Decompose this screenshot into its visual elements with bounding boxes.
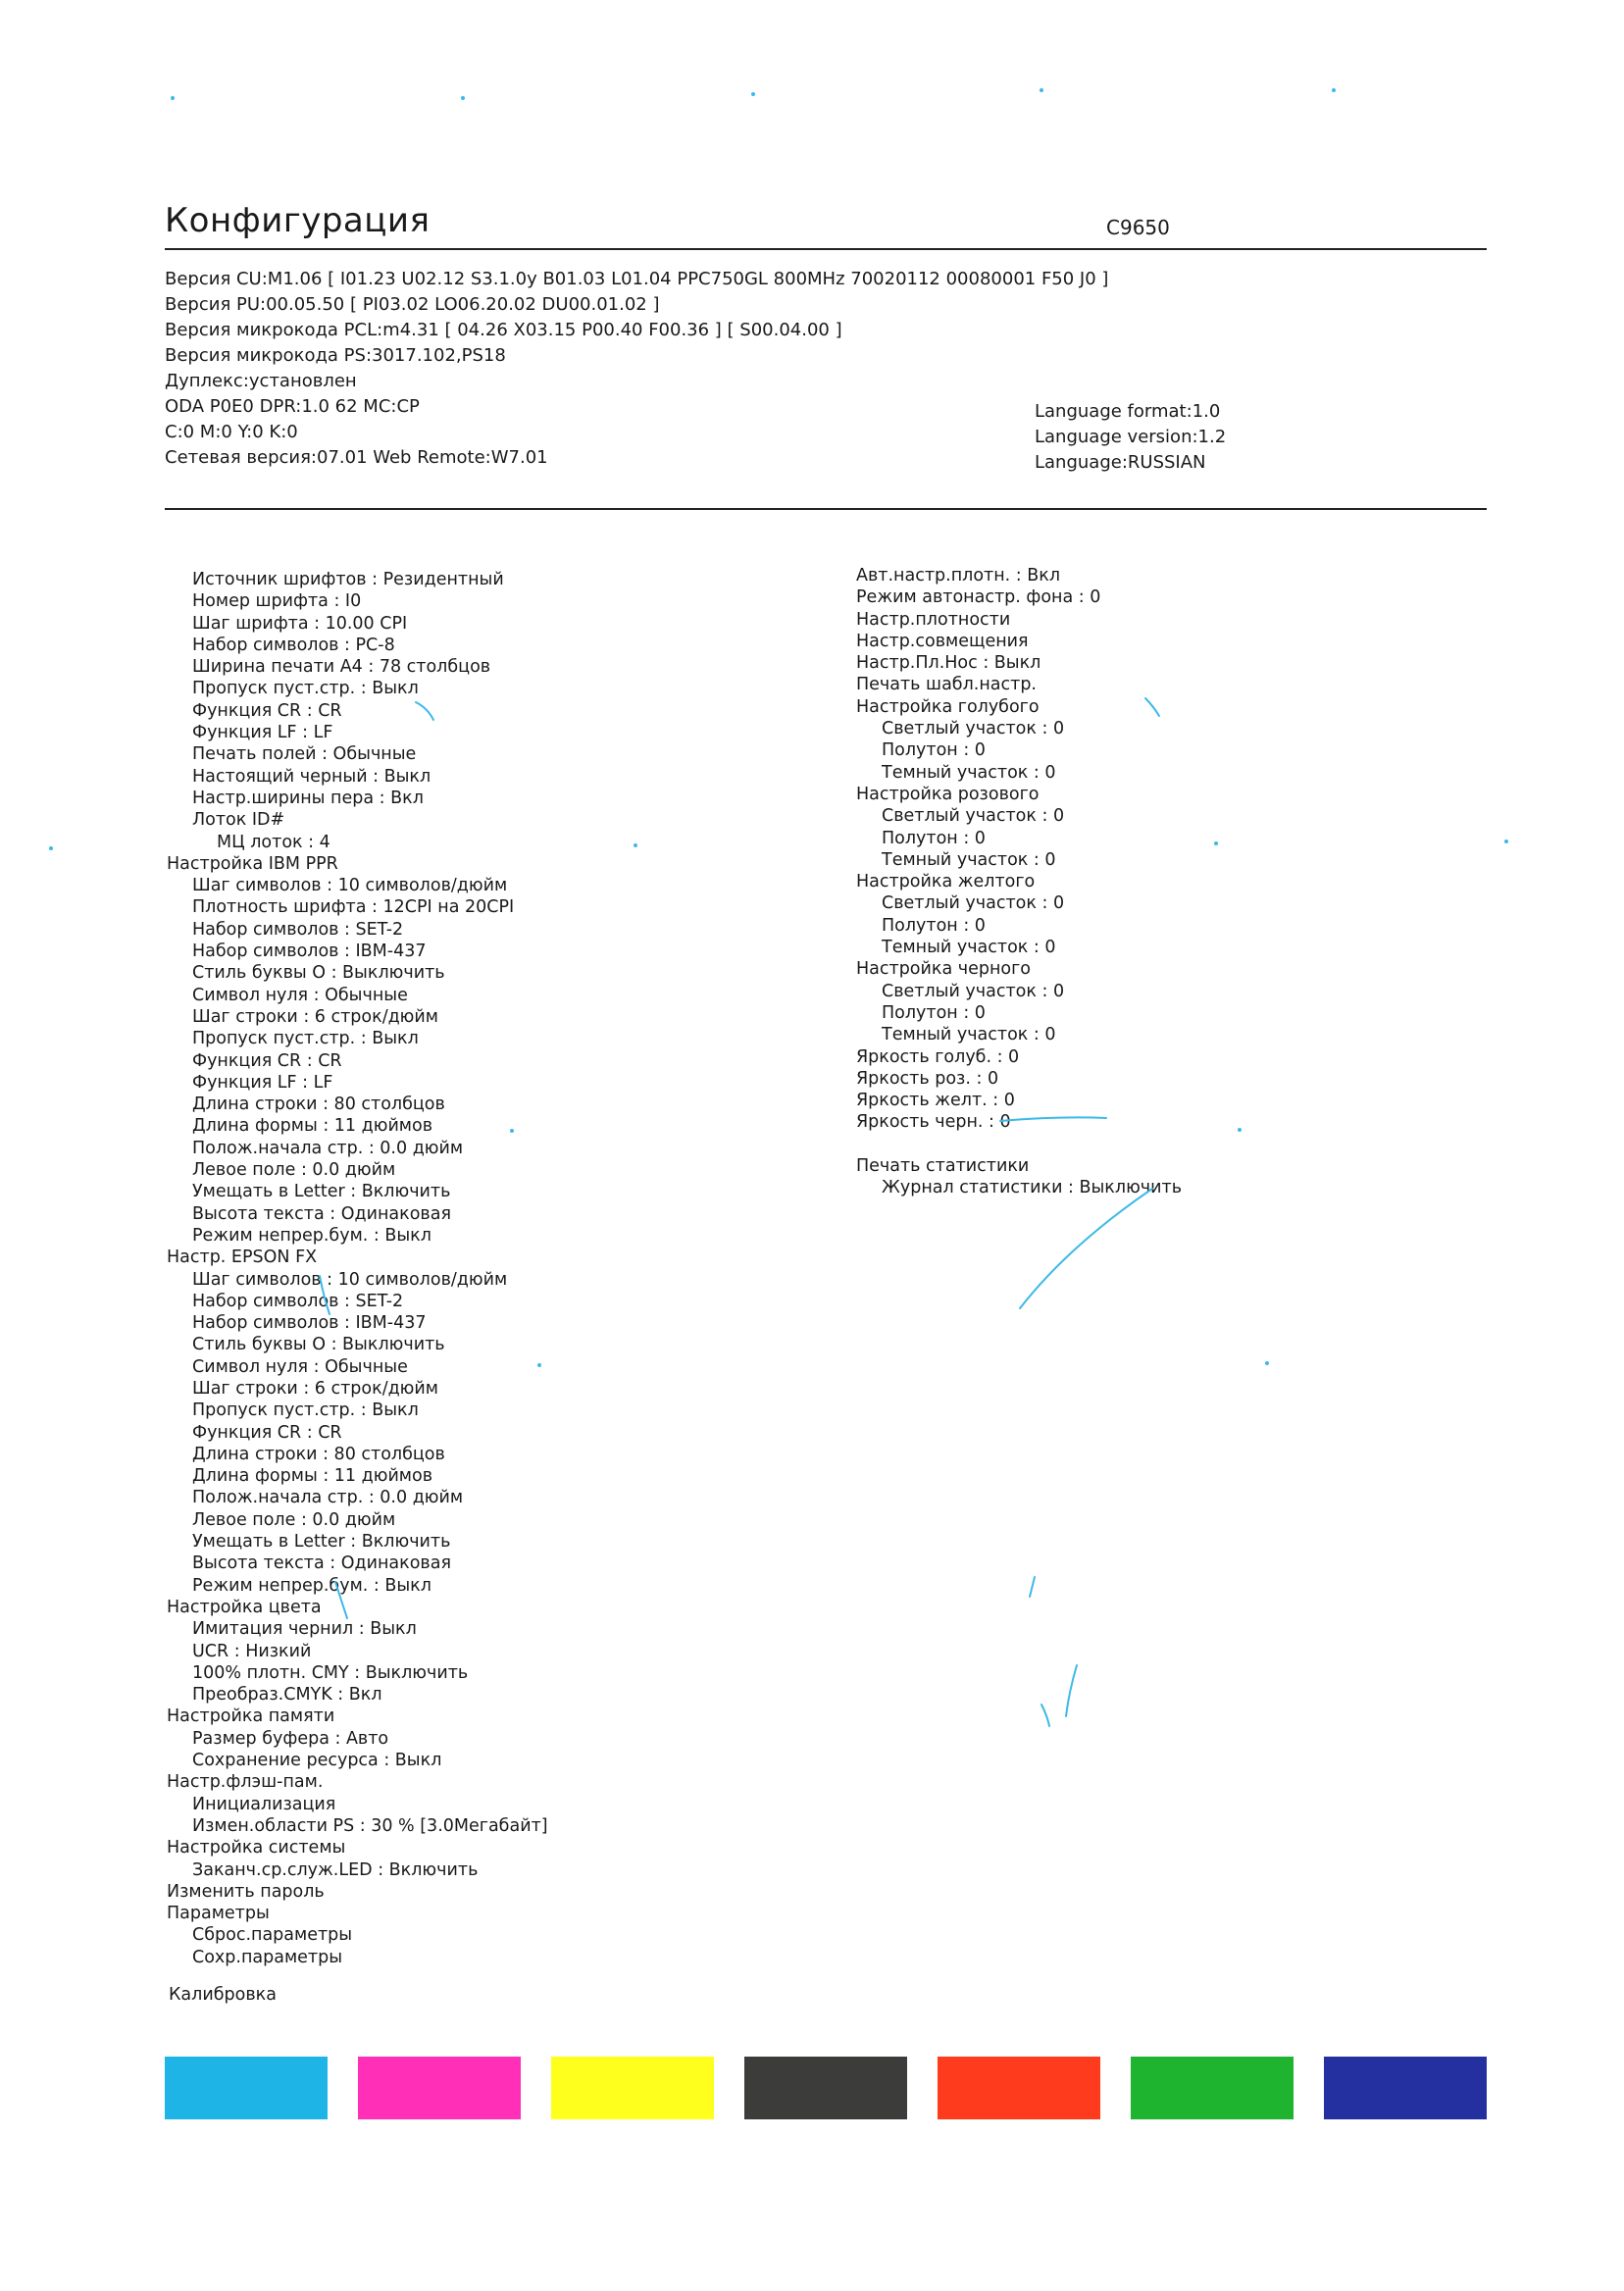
setting-item: Режим непрер.бум. : Выкл xyxy=(192,1225,431,1246)
setting-item: Темный участок : 0 xyxy=(882,938,1056,958)
setting-item: Режим непрер.бум. : Выкл xyxy=(192,1575,431,1596)
version-line: C:0 M:0 Y:0 K:0 xyxy=(165,422,298,442)
version-line: Сетевая версия:07.01 Web Remote:W7.01 xyxy=(165,447,548,468)
setting-item: Шаг символов : 10 символов/дюйм xyxy=(192,876,508,896)
toner-dot xyxy=(537,1363,541,1367)
setting-item: Набор символов : PC-8 xyxy=(192,635,395,655)
statistics-heading: Печать статистики xyxy=(856,1156,1030,1176)
pen-stroke xyxy=(1000,1117,1106,1121)
setting-item: Настройка желтого xyxy=(856,872,1036,892)
setting-item: Функция CR : CR xyxy=(192,1422,342,1443)
setting-item: Источник шрифтов : Резидентный xyxy=(192,570,504,589)
setting-item: Шаг символов : 10 символов/дюйм xyxy=(192,1269,508,1290)
setting-item: Длина строки : 80 столбцов xyxy=(192,1444,445,1464)
setting-item: Плотность шрифта : 12CPI на 20CPI xyxy=(192,897,515,918)
setting-item: Набор символов : IBM-437 xyxy=(192,1313,427,1334)
setting-item: Символ нуля : Обычные xyxy=(192,1356,408,1377)
setting-item: 100% плотн. CMY : Выключить xyxy=(192,1662,469,1683)
statistics-item: Журнал статистики : Выключить xyxy=(882,1178,1183,1198)
pen-stroke xyxy=(1030,1577,1035,1597)
setting-item: Символ нуля : Обычные xyxy=(192,985,408,1005)
setting-item: Параметры xyxy=(167,1904,270,1924)
setting-item: Яркость голуб. : 0 xyxy=(856,1046,1020,1067)
pen-stroke xyxy=(320,1276,330,1314)
model-number: C9650 xyxy=(1106,216,1170,239)
setting-item: Сохр.параметры xyxy=(192,1947,343,1967)
toner-dot xyxy=(1040,88,1043,92)
setting-item: Номер шрифта : I0 xyxy=(192,591,362,612)
pen-stroke xyxy=(1145,698,1159,716)
setting-item: Набор символов : IBM-437 xyxy=(192,942,427,962)
language-line: Language:RUSSIAN xyxy=(1035,452,1206,473)
setting-item: Умещать в Letter : Включить xyxy=(192,1532,451,1553)
setting-item: Ширина печати A4 : 78 столбцов xyxy=(192,657,491,678)
setting-item: Функция CR : CR xyxy=(192,1050,342,1071)
setting-item: Размер буфера : Авто xyxy=(192,1728,389,1749)
setting-item: Левое поле : 0.0 дюйм xyxy=(192,1160,396,1181)
setting-item: Полож.начала стр. : 0.0 дюйм xyxy=(192,1138,464,1158)
setting-item: Светлый участок : 0 xyxy=(882,719,1065,739)
setting-item: Сохранение ресурса : Выкл xyxy=(192,1751,442,1771)
version-line: Версия CU:M1.06 [ I01.23 U02.12 S3.1.0y B01.03 L01.04 PPC750GL 800MHz 70020112 00080001 F50 J0 ] xyxy=(165,269,1109,289)
version-line: Версия микрокода PS:3017.102,PS18 xyxy=(165,345,506,366)
language-line: Language version:1.2 xyxy=(1035,427,1227,447)
setting-item: Пропуск пуст.стр. : Выкл xyxy=(192,679,419,699)
toner-dot xyxy=(1504,840,1508,843)
toner-dot xyxy=(171,96,175,100)
pen-stroke xyxy=(335,1582,347,1618)
toner-dot xyxy=(1214,841,1218,845)
setting-item: Настройка розового xyxy=(856,784,1040,804)
pen-stroke xyxy=(1041,1705,1049,1726)
setting-item: Высота текста : Одинаковая xyxy=(192,1553,451,1574)
setting-item: Функция CR : CR xyxy=(192,700,342,721)
setting-item: Длина формы : 11 дюймов xyxy=(192,1466,433,1487)
setting-item: Настр. EPSON FX xyxy=(167,1247,318,1268)
pen-stroke xyxy=(1066,1665,1077,1716)
toner-dot xyxy=(634,843,637,847)
toner-dot xyxy=(1265,1361,1269,1365)
toner-dot xyxy=(510,1129,514,1133)
setting-item: Длина строки : 80 столбцов xyxy=(192,1095,445,1115)
setting-item: Лоток ID# xyxy=(192,810,285,831)
pen-stroke xyxy=(416,702,433,720)
setting-item: Заканч.ср.служ.LED : Включить xyxy=(192,1859,479,1880)
setting-item: Длина формы : 11 дюймов xyxy=(192,1116,433,1137)
setting-item: Полож.начала стр. : 0.0 дюйм xyxy=(192,1488,464,1508)
toner-dot xyxy=(461,96,465,100)
setting-item: Настройка системы xyxy=(167,1838,346,1858)
setting-item: Полутон : 0 xyxy=(882,915,986,936)
version-line: ODA P0E0 DPR:1.0 62 MC:CP xyxy=(165,396,420,417)
setting-item: Яркость роз. : 0 xyxy=(856,1068,999,1089)
setting-item: Левое поле : 0.0 дюйм xyxy=(192,1509,396,1530)
setting-item: Темный участок : 0 xyxy=(882,849,1056,870)
setting-item: Пропуск пуст.стр. : Выкл xyxy=(192,1400,419,1421)
setting-item: Изменить пароль xyxy=(167,1881,325,1902)
setting-item: Авт.настр.плотн. : Вкл xyxy=(856,566,1061,585)
setting-item: Набор символов : SET-2 xyxy=(192,919,404,940)
toner-dot xyxy=(49,846,53,850)
setting-item: Настр.ширины пера : Вкл xyxy=(192,788,424,808)
setting-item: Темный участок : 0 xyxy=(882,1025,1056,1045)
setting-item: Настройка голубого xyxy=(856,696,1040,717)
version-line: Дуплекс:установлен xyxy=(165,371,357,391)
calibration-label: Калибровка xyxy=(169,1985,277,2005)
setting-item: Полутон : 0 xyxy=(882,828,986,848)
page-title: Конфигурация xyxy=(165,201,431,240)
version-line: Версия микрокода PCL:m4.31 [ 04.26 X03.15 P00.40 F00.36 ] [ S00.04.00 ] xyxy=(165,320,842,340)
toner-dot xyxy=(751,92,755,96)
setting-item: Высота текста : Одинаковая xyxy=(192,1203,451,1224)
setting-item: Светлый участок : 0 xyxy=(882,981,1065,1001)
setting-item: Стиль буквы O : Выключить xyxy=(192,1335,445,1355)
toner-dot xyxy=(1238,1128,1242,1132)
language-line: Language format:1.0 xyxy=(1035,401,1221,422)
setting-item: Настройка цвета xyxy=(167,1597,322,1617)
setting-item: Функция LF : LF xyxy=(192,1072,333,1093)
setting-item: Шаг строки : 6 строк/дюйм xyxy=(192,1378,438,1399)
setting-item: Шаг строки : 6 строк/дюйм xyxy=(192,1006,438,1027)
setting-item: Настройка IBM PPR xyxy=(167,853,338,874)
setting-item: Измен.области PS : 30 % [3.0Мегабайт] xyxy=(192,1815,548,1836)
setting-item: Шаг шрифта : 10.00 CPI xyxy=(192,613,408,634)
setting-item: Настоящий черный : Выкл xyxy=(192,766,431,787)
setting-item: Настр.совмещения xyxy=(856,631,1029,651)
pen-stroke xyxy=(1020,1189,1152,1308)
setting-item: Инициализация xyxy=(192,1794,336,1814)
toner-dot xyxy=(1332,88,1336,92)
setting-item: Настройка памяти xyxy=(167,1706,335,1727)
setting-item: Светлый участок : 0 xyxy=(882,806,1065,827)
setting-item: Настр.флэш-пам. xyxy=(167,1772,324,1793)
setting-item: Светлый участок : 0 xyxy=(882,893,1065,914)
setting-item: Полутон : 0 xyxy=(882,740,986,761)
setting-item: Набор символов : SET-2 xyxy=(192,1291,404,1311)
setting-item: Пропуск пуст.стр. : Выкл xyxy=(192,1029,419,1049)
setting-item: Стиль буквы O : Выключить xyxy=(192,963,445,984)
setting-item: Настр.плотности xyxy=(856,609,1011,630)
setting-item: Настройка черного xyxy=(856,959,1032,980)
setting-item: Яркость черн. : 0 xyxy=(856,1112,1011,1133)
setting-item: UCR : Низкий xyxy=(192,1641,312,1661)
setting-item: Сброс.параметры xyxy=(192,1925,353,1946)
setting-item: Имитация чернил : Выкл xyxy=(192,1619,417,1640)
setting-item: Настр.Пл.Нос : Выкл xyxy=(856,653,1041,674)
setting-item: Темный участок : 0 xyxy=(882,762,1056,783)
setting-item: Полутон : 0 xyxy=(882,1002,986,1023)
setting-item: Умещать в Letter : Включить xyxy=(192,1182,451,1202)
setting-item: Преобраз.CMYK : Вкл xyxy=(192,1685,382,1706)
setting-item: Режим автонастр. фона : 0 xyxy=(856,587,1101,608)
setting-item: Печать шабл.настр. xyxy=(856,675,1037,695)
setting-item: Функция LF : LF xyxy=(192,723,333,743)
setting-item: Печать полей : Обычные xyxy=(192,744,417,765)
setting-item: Яркость желт. : 0 xyxy=(856,1091,1015,1111)
version-line: Версия PU:00.05.50 [ PI03.02 LO06.20.02 DU00.01.02 ] xyxy=(165,294,660,315)
setting-item: МЦ лоток : 4 xyxy=(217,832,330,852)
